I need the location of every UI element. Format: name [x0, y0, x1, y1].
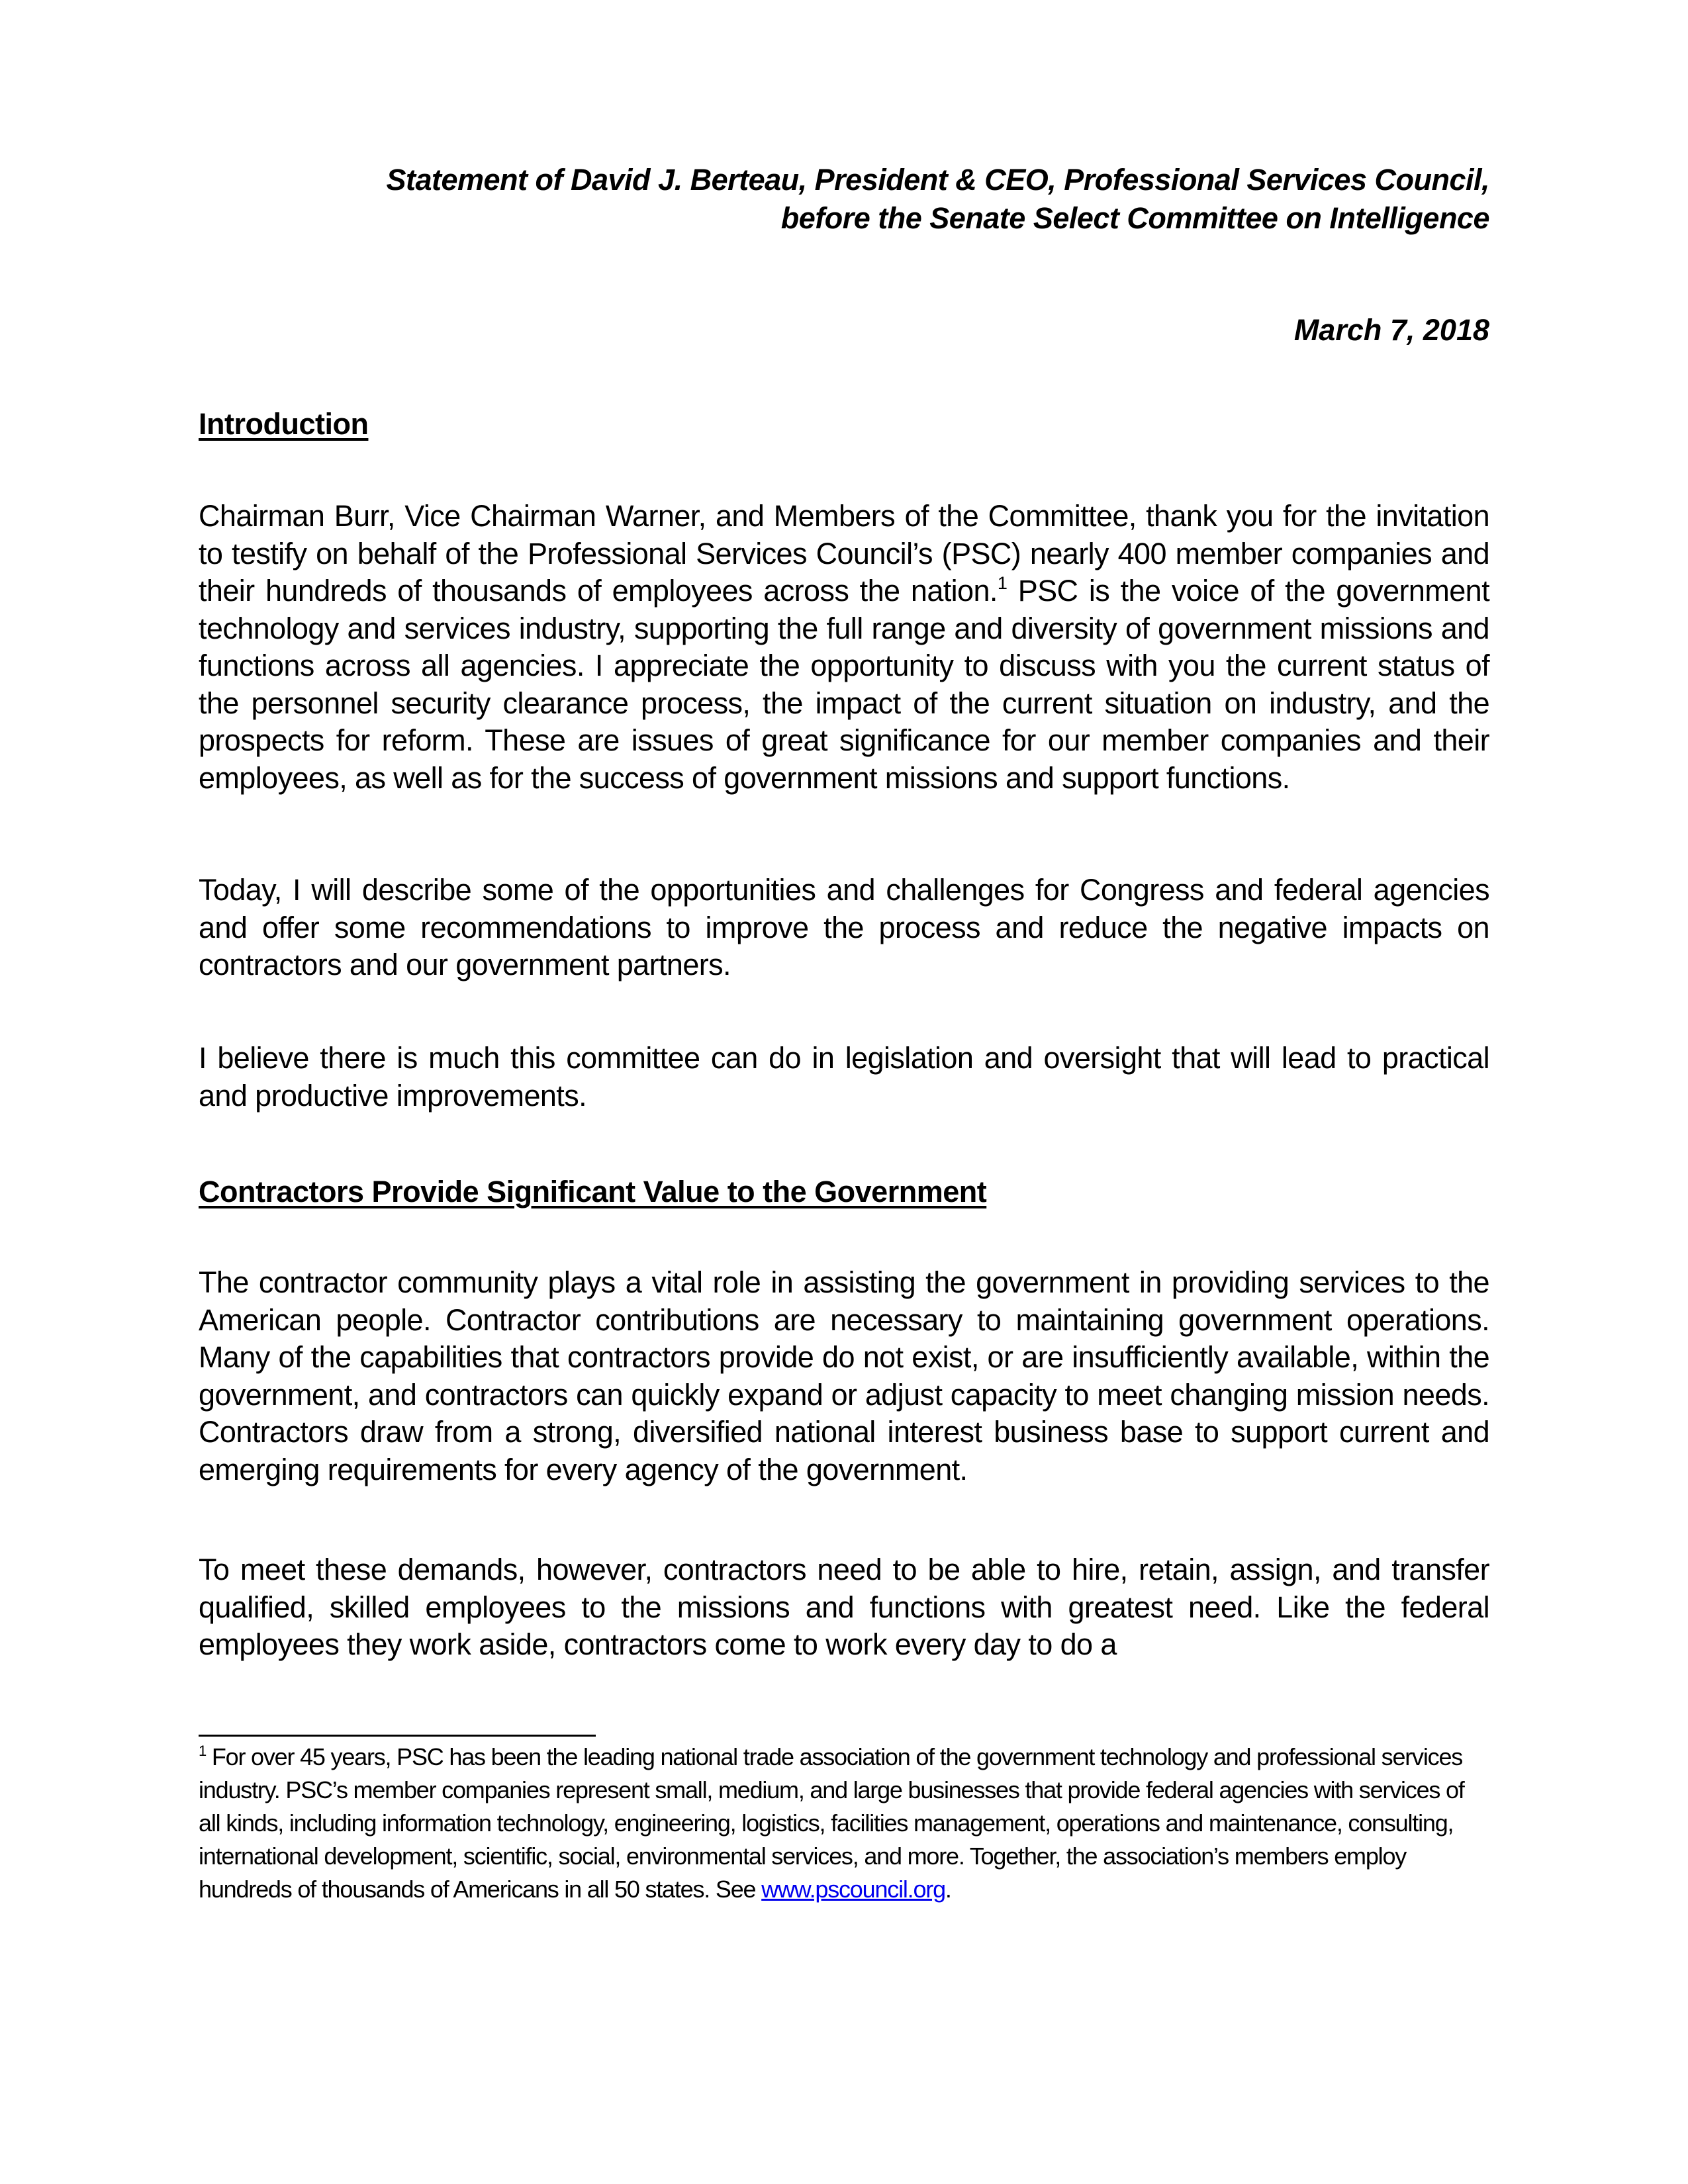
title-line-2: before the Senate Select Committee on Intelligence: [780, 201, 1489, 235]
footnote-marker: 1: [199, 1743, 207, 1759]
intro-p1-text-a: Chairman Burr, Vice Chairman Warner, and Members of the Committee, thank you for the invitation to testify on behalf of the Professional Services Council’s (PSC) nearly 400 member companies and their hundreds of thousands of employees across the nation.: [199, 499, 1489, 608]
pscouncil-link[interactable]: www.pscouncil.org: [761, 1876, 945, 1903]
contractors-heading: Contractors Provide Significant Value to the Government: [199, 1175, 987, 1208]
footnote-text: For over 45 years, PSC has been the leading national trade association of the government technology and professional services industry. PSC’s member companies represent small, medium, and large businesses that provide federal agencies with services of all kinds, including information technology, engineering, logistics, facilities management, operations and maintenance, consulting, international development, scientific, social, environmental services, and more. Together, the association’s members employ hundreds of thousands of Americans in all 50 states. See: [199, 1743, 1464, 1903]
intro-p1-text-b: PSC is the voice of the government technology and services industry, supporting the full range and diversity of government missions and functions across all agencies. I appreciate the opportunity to discuss with you the current status of the personnel security clearance process, the impact of the current situation on industry, and the prospects for reform. These are issues of great significance for our member companies and their employees, as well as for the success of government missions and support functions.: [199, 574, 1489, 795]
introduction-heading: Introduction: [199, 407, 369, 441]
title-line-1: Statement of David J. Berteau, President & CEO, Professional Services Council,: [386, 163, 1489, 197]
contractors-paragraph-2: To meet these demands, however, contractors need to be able to hire, retain, assign, and transfer qualified, skilled employees to the missions and functions with greatest need. Like the federal employees they work aside, contractors come to work every day to do a: [199, 1553, 1489, 1661]
statement-date: March 7, 2018: [1293, 313, 1489, 347]
footnote-separator: [199, 1735, 596, 1737]
introduction-paragraph-1: [199, 498, 1489, 797]
statement-title: [199, 161, 1489, 238]
footnote-1: [199, 1741, 1489, 1906]
footnote-reference[interactable]: 1: [997, 573, 1008, 593]
contractors-paragraph-1: The contractor community plays a vital role in assisting the government in providing services to the American people. Contractor contributions are necessary to maintaining government operations. Many of the capabilities that contractors provide do not exist, or are insufficiently available, within the government, and contractors can quickly expand or adjust capacity to meet changing mission needs. Contractors draw from a strong, diversified national interest business base to support current and emerging requirements for every agency of the government.: [199, 1265, 1489, 1486]
introduction-paragraph-2: Today, I will describe some of the opportunities and challenges for Congress and federal agencies and offer some recommendations to improve the process and reduce the negative impacts on contractors and our government partners.: [199, 873, 1489, 981]
introduction-paragraph-3: I believe there is much this committee can do in legislation and oversight that will lead to practical and productive improvements.: [199, 1041, 1489, 1113]
footnote-end: .: [945, 1876, 951, 1903]
